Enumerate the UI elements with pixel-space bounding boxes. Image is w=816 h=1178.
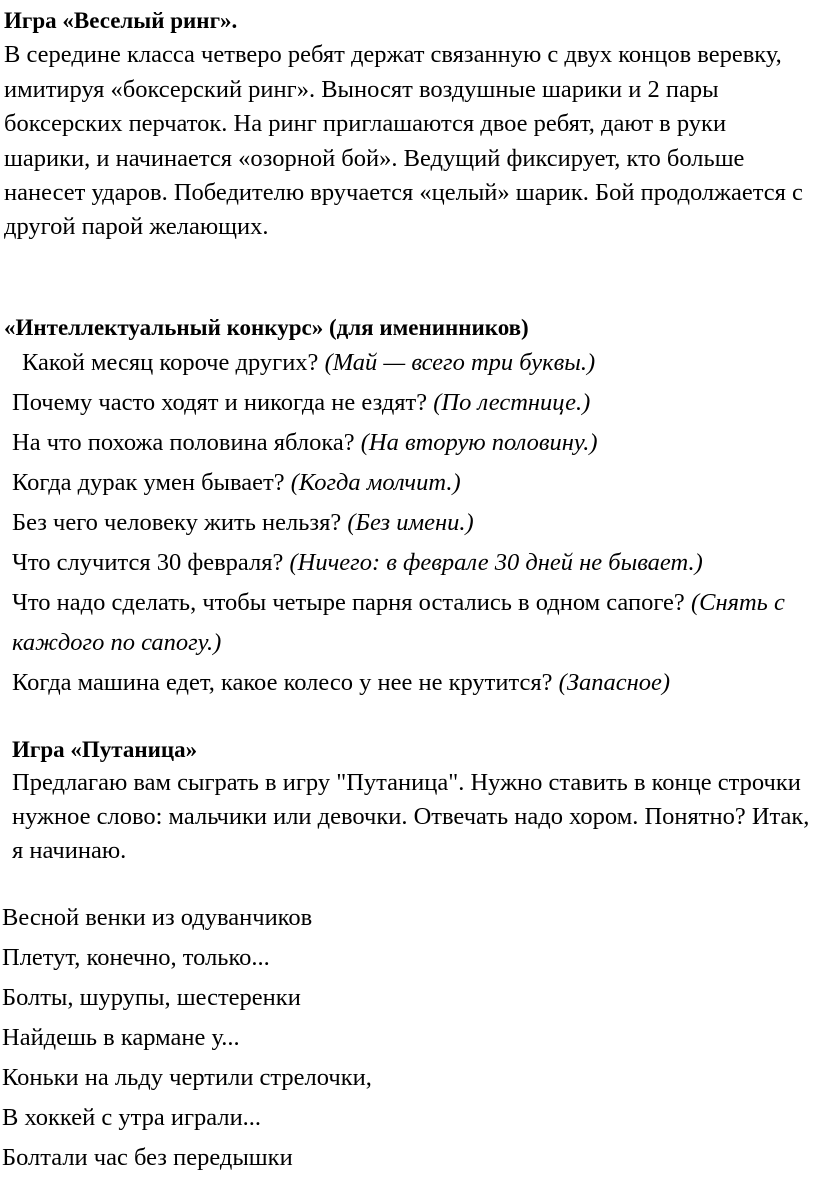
question-text: Когда дурак умен бывает? (12, 469, 285, 496)
answer-text: (Май — всего три буквы.) (324, 349, 596, 376)
qa-item (4, 423, 816, 463)
game-vesely-ring-text: В середине класса четверо ребят держат связанную с двух концов веревку, имитируя «боксерский ринг». Выносят воздушные шарики и 2 пары боксерских перчаток. На ринг приглашаются двое ребят, дают в руки шарики, и начинается «озорной бой». Ведущий фиксирует, кто больше нанесет ударов. Победителю вручается «целый» шарик. Бой продолжается с другой парой желающих. (4, 41, 803, 241)
question-text: Когда машина едет, какое колесо у нее не крутится? (12, 669, 553, 696)
qa-item (4, 503, 816, 543)
verse-line: Плетут, конечно, только... (2, 944, 270, 971)
qa-item (4, 383, 816, 423)
answer-text: (На вторую половину.) (360, 429, 598, 456)
verse-line: Весной венки из одуванчиков (2, 904, 313, 931)
question-text: Какой месяц короче других? (22, 349, 319, 376)
verse-line: В хоккей с утра играли... (2, 1104, 262, 1131)
game-putanitsa-intro: Предлагаю вам сыграть в игру "Путаница". Нужно ставить в конце строчки нужное слово: мальчики или девочки. Отвечать надо хором. Понятно? Итак, я начинаю. (12, 769, 810, 864)
qa-item (4, 543, 816, 583)
verse-line: Болты, шурупы, шестеренки (2, 984, 301, 1011)
qa-item (4, 463, 816, 503)
qa-item (4, 343, 816, 383)
question-text: Что случится 30 февраля? (12, 549, 284, 576)
answer-text: (Когда молчит.) (290, 469, 461, 496)
verse-line: Найдешь в кармане у... (2, 1024, 240, 1051)
game-putanitsa-title: Игра «Путаница» (12, 737, 198, 762)
question-text: Почему часто ходят и никогда не ездят? (12, 389, 428, 416)
answer-text: (Запасное) (558, 669, 671, 696)
qa-item (4, 663, 816, 703)
answer-text: (Ничего: в феврале 30 дней не бывает.) (289, 549, 703, 576)
answer-text: (Снять с каждого по сапогу.) (12, 589, 785, 656)
qa-item (4, 583, 816, 663)
intellectual-contest-section (4, 312, 816, 703)
game-vesely-ring-title: Игра «Веселый ринг». (4, 8, 238, 33)
verse-line: Коньки на льду чертили стрелочки, (2, 1064, 372, 1091)
game-vesely-ring-section (4, 4, 812, 245)
answer-text: (По лестнице.) (433, 389, 591, 416)
game-putanitsa-section (0, 734, 816, 868)
question-text: Без чего человеку жить нельзя? (12, 509, 342, 536)
verse-list (2, 898, 372, 1178)
question-text: Что надо сделать, чтобы четыре парня остались в одном сапоге? (12, 589, 685, 616)
intellectual-contest-title: «Интеллектуальный конкурс» (для именинников) (4, 315, 529, 340)
answer-text: (Без имени.) (347, 509, 474, 536)
question-text: На что похожа половина яблока? (12, 429, 355, 456)
verse-line: Болтали час без передышки (2, 1144, 293, 1171)
